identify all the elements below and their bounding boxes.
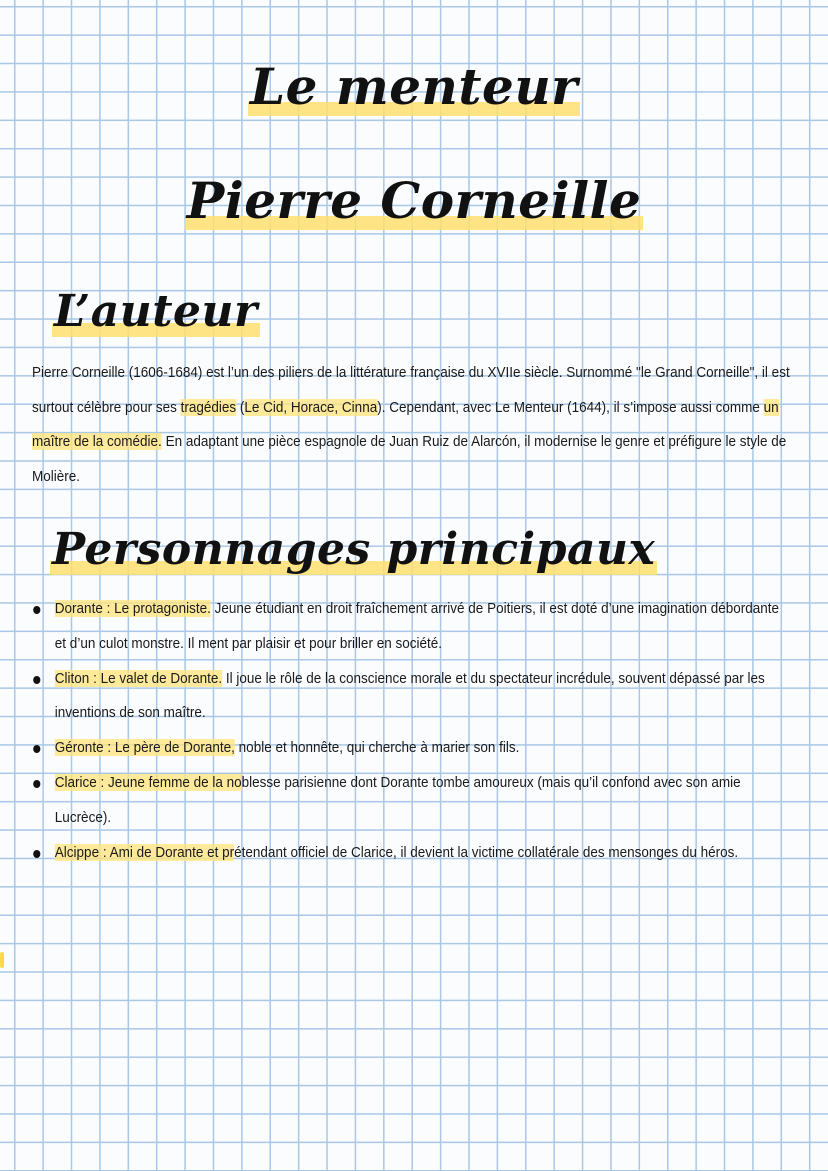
heading-author [52, 280, 260, 344]
list-item [26, 766, 791, 836]
author-paragraph [32, 356, 798, 494]
character-name: Alcippe : Ami de Dorante et pr [54, 843, 235, 861]
character-description: étendant officiel de Clarice, il devient la victime collatérale des mensonges du héros. [234, 843, 739, 861]
author-highlight-tragedies: tragédies [180, 398, 237, 416]
highlighter-mark [0, 952, 4, 968]
title-line2: Pierre Corneille [186, 171, 642, 230]
character-description: noble et honnête, qui cherche à marier son fils. [234, 739, 520, 757]
title-pierre-corneille [0, 166, 828, 236]
character-name: Cliton : Le valet de Dorante. [54, 669, 223, 687]
author-highlight-comedy: un maître de la comédie. [32, 398, 779, 450]
bullet-icon [33, 676, 40, 684]
character-list [26, 592, 791, 870]
heading-characters [50, 518, 657, 582]
heading-characters-text: Personnages principaux [52, 524, 656, 575]
author-text-part1: Pierre Corneille (1606-1684) est l’un des piliers de la littérature française du XVIIe siècle. Surnommé "le Grand Corneille", il est surtout célèbre pour ses [32, 364, 790, 416]
author-text-part2: ( [236, 398, 245, 416]
character-description: blesse parisienne dont Dorante tombe amoureux (mais qu’il confond avec son amie Lucrèce). [54, 773, 741, 826]
bullet-icon [33, 606, 40, 614]
character-name: Clarice : Jeune femme de la no [54, 773, 242, 791]
list-item [26, 592, 791, 662]
heading-author-text: L’auteur [54, 286, 258, 337]
character-description: Jeune étudiant en droit fraîchement arrivé de Poitiers, il est doté d’une imagination débordante et d’un culot monstre. Il ment par plaisir et pour briller en société. [54, 600, 780, 652]
list-item [26, 836, 791, 871]
character-name: Dorante : Le protagoniste. [54, 600, 211, 617]
list-item [26, 662, 791, 732]
author-text-part4: En adaptant une pièce espagnole de Juan Ruiz de Alarcón, il modernise le genre et préfigure le style de Molière. [32, 433, 787, 485]
title-le-menteur [0, 52, 828, 122]
character-name: Géronte : Le père de Dorante, [54, 739, 235, 757]
character-description: Il joue le rôle de la conscience morale et du spectateur incrédule, souvent dépassé par les inventions de son maître. [54, 669, 765, 722]
bullet-icon [33, 780, 40, 788]
author-highlight-plays: Le Cid, Horace, Cinna [244, 398, 378, 416]
list-item [26, 731, 791, 766]
bullet-icon [33, 745, 40, 753]
title-line1: Le menteur [249, 57, 579, 116]
author-text-part3: ). Cependant, avec Le Menteur (1644), il s’impose aussi comme [377, 398, 764, 416]
bullet-icon [33, 850, 40, 858]
